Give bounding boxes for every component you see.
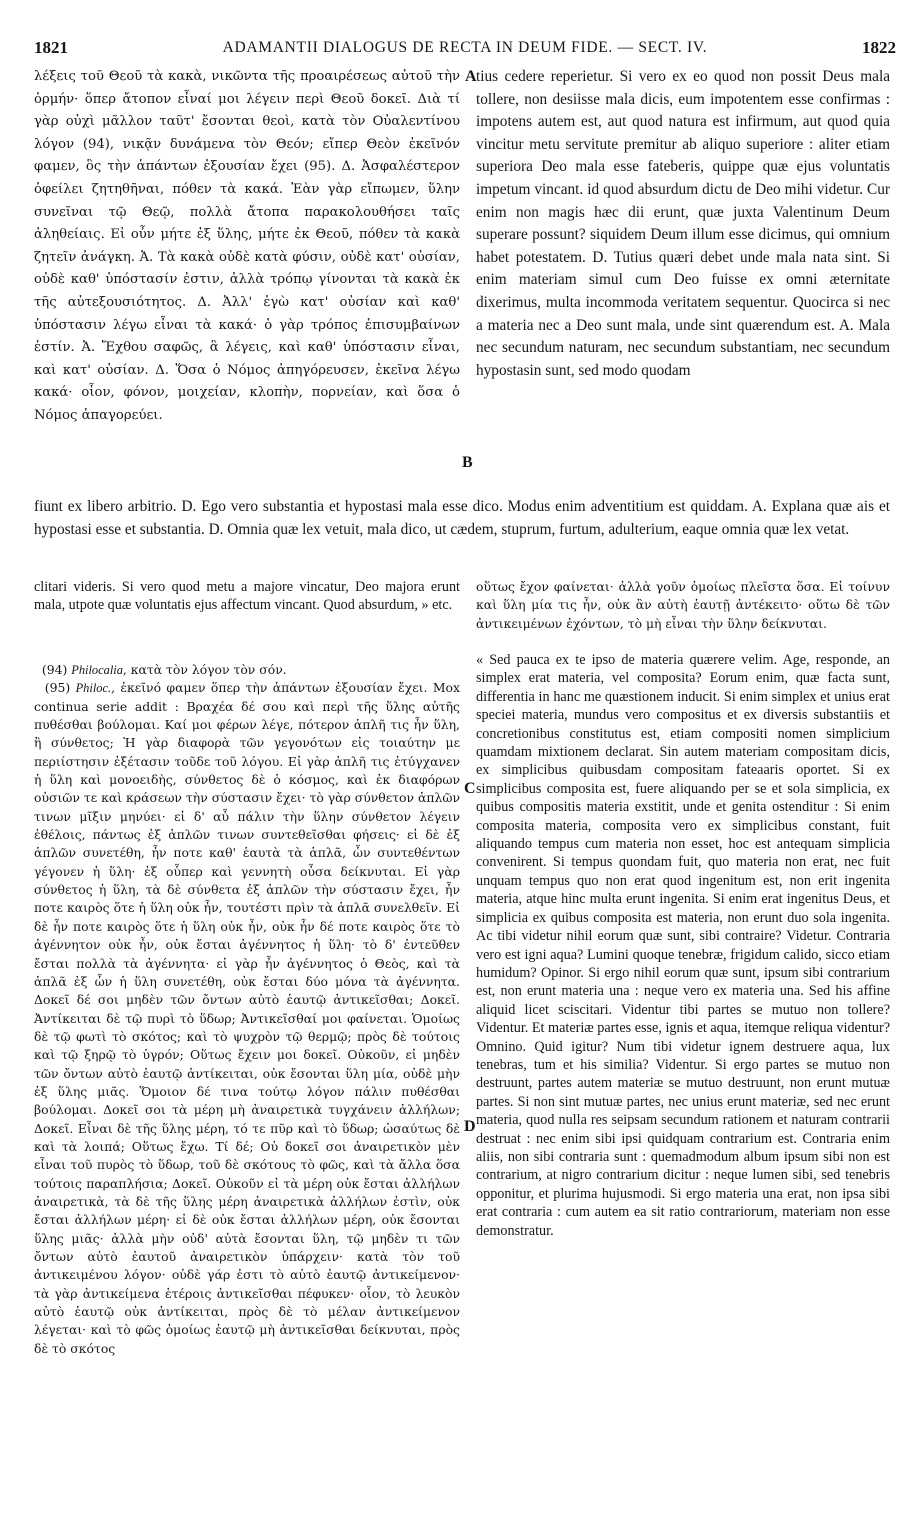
running-head-title: ADAMANTII DIALOGUS DE RECTA IN DEUM FIDE. — SECT. IV. <box>222 39 708 56</box>
page-number-left: 1821 <box>34 38 68 57</box>
notes-greek-left <box>34 661 460 1358</box>
margin-letter-d: D <box>464 1118 476 1135</box>
footnote-94-text: , κατὰ τὸν λόγον τὸν σόν. <box>122 662 287 677</box>
footnote-95-number: (95) <box>44 680 71 696</box>
footnote-95 <box>34 679 460 1358</box>
notes-latin-right: « Sed pauca ex te ipso de materia quærere velim. Age, responde, an simplex erat materia, vel composita? Eorum enim, quæ facta sunt, differentia in hanc me quæstionem inducit. Si enim simplex et unius erat speciei materia, mundus vero compositus et ex diversis substantiis et concretionibus constitutus est, etiam compositi nomen simplicium quamdam mixtionem declarat. Sin autem materiam compositam dicis, ex simplicibus quibusdam compositam fateaaris oportet. Si ex simplicibus composita est, fuere aliquando per se et sola simplicia, ex quibus compositis materia exstitit, unde et genita ostenditur : Si enim composita materia, composita vero ex simplicibus constant, fuit aliquando tempus cum materia non esset, hoc est antequam simplicia convenirent. Si tempus quondam fuit, quo materia non erat, nec fuit unquam tempus quo non erat quod ingenitum est, non erit ingenita materia, atque hinc multa erunt ingenita. Si enim erat ingenitus Deus, et simplicia ex quibus composita est materia, non erunt duo sola ingenita. Ac tibi videtur nihil eorum quæ sunt, sibi contraire? Videtur. Contraria vero est igni aqua? Lumini quoque tenebræ, frigidum calido, sicco etiam humidum? Opinor. Si ergo nihil eorum quæ sunt, ipsum sibi contrarium est, non erunt materia una : neque vero ex materia una. Sed his affine aliquid licet sciscitari. Videntur tibi partes se mutuo non tollere? Videntur. Et materiæ partes esse, ignis et aqua, itemque reliqua videntur? Omnino. Quid igitur? Num tibi videtur ignem destruere aqua, lux tenebras, tum et his similia? Videntur. Si ergo partes se mutuo non destruunt, partes autem materiæ se mutuo destruunt, non erunt mutuæ partes. Si non sint mutuæ partes, nec unius erunt materiæ, sed nec erunt materia, quod nulla res seipsam secundum rationem et naturam contrarii destruat : nec enim sibi ipsi quidquam contrarium est. Contraria enim aliis, non sibi contraria sunt : quemadmodum album ipsum sibi non est contrarium, at nigro contrarium dicitur : neque lumen sibi, sed tenebris opponitur, et plurima hujusmodi. Si ergo materia una erat, non ipsa sibi erat contraria : cum autem ea sit ratio contrariorum, materiam non esse demonstratur. <box>476 652 891 1239</box>
margin-letter-b: B <box>462 454 473 471</box>
margin-letter-c: C <box>464 780 476 797</box>
notes-greek-right: οὕτως ἔχον φαίνεται· ἀλλὰ γοῦν ὁμοίως πλεῖστα ὅσα. Εἰ τοίνυν καὶ ὕλη μία τις ἦν, οὐκ ἂν αὐτὴ ἑαυτῇ ἀντέκειτο· οὕτω δὲ τῶν ἀντικειμένων ἐχόντων, τὸ μὴ εἶναι τὴν ὕλην δείκνυται. <box>476 579 890 631</box>
notes-latin-left: clitari videris. Si vero quod metu a majore vincatur, Deo majora erunt mala, utpote quæ voluntatis ejus affectum vincant. Quod absurdum, » etc. <box>34 579 460 614</box>
greek-text-column-top: λέξεις τοῦ Θεοῦ τὰ κακὰ, νικῶντα τῆς προαιρέσεως αὐτοῦ τὴν ὁρμήν· ὅπερ ἄτοπον εἶναί μοι λέγειν περὶ Θεοῦ δοκεῖ. Διὰ τί γὰρ οὐχὶ μᾶλλον ταῦτ' ἔσονται θεοὶ, κατὰ τὸν Οὐαλεντίνου λόγον (94), νικᾷν δυνάμενα τὸν Θεόν; εἴπερ Θεὸν ἐκεῖνόν φαμεν, ὃς τὴν ἁπάντων ἐξουσίαν ἔχει (95). Δ. Ἀσφαλέστερον ὀφείλει ζητηθῆναι, πόθεν τὰ κακά. Ἐὰν γὰρ εἴπωμεν, ὕλην συνεῖναι τῷ Θεῷ, πολλὰ ἄτοπα παρακολουθήσει ταῖς ἀληθείαις. Εἰ οὖν μήτε ἐξ ὕλης, μήτε ἐκ Θεοῦ, πόθεν τὰ κακὰ ζητεῖν ἀνάγκη. Ἀ. Τὰ κακὰ οὐδὲ κατὰ φύσιν, οὐδὲ κατ' οὐσίαν, οὐδὲ καθ' ὑπόστασίν ἐστιν, ἀλλὰ τρόπῳ γίνονται τὰ κακὰ ἐκ τῆς αὐτεξουσιότητος. Δ. Ἀλλ' ἐγὼ κατ' οὐσίαν καὶ καθ' ὑπόστασιν λέγω εἶναι τὰ κακά· ὁ γὰρ τρόπος ἐπισυμβαίνων ἐστίν. Ἀ. Ἔχθου σαφῶς, ἃ λέγεις, καὶ καθ' ὑπόστασιν εἶναι, καὶ κατ' οὐσίαν. Δ. Ὅσα ὁ Νόμος ἀπηγόρευσεν, ἐκεῖνα λέγω κακά· οἷον, φόνον, μοιχείαν, κλοπὴν, πορνείαν, καὶ ὅσα ὁ Νόμος ἀπαγορεύει. <box>34 69 460 423</box>
latin-text-fullwidth: fiunt ex libero arbitrio. D. Ego vero substantia et hypostasi mala esse dico. Modus enim adventitium est quiddam. A. Explana quæ ais et hypostasi esse et substantia. D. Omnia quæ lex vetuit, mala dico, ut cædem, stuprum, furtum, adulterium, eaque omnia quæ lex vetat. <box>34 498 890 538</box>
footnote-95-source: Philoc. <box>75 681 112 696</box>
running-header <box>34 38 896 62</box>
footnote-94-number: (94) <box>41 662 68 677</box>
page-number-right: 1822 <box>862 38 896 57</box>
margin-letter-a: A <box>465 68 477 85</box>
footnote-94-source: Philocalia <box>71 663 123 677</box>
latin-text-column-top: tius cedere reperietur. Si vero ex eo quod non possit Deus mala tollere, non desiisse mala dicis, eum impotentem esse confirmas : impotens autem est, aut quod natura est infirmum, aut quod quia vincitur metu servitute premitur ab aliquo superiore : aliter etiam superiora Deo mala esse fateberis, quippe quæ ejus voluntatis impetum vincant. id quod absurdum dictu de Deo mihi videtur. Cur enim non magis hæc dii erunt, quæ juxta Valentinum Deum superare possunt? siquidem Deum illum esse dicimus, qui omnium habet potestatem. D. Tutius quæri debet unde mala nata sint. Si enim materiam simul cum Deo fuisse ex omni æternitate dixerimus, multa incommoda veritatem sequentur. Quocirca si nec a materia nec a Deo sunt mala, unde sint quærendum est. A. Mala nec secundum naturam, nec secundum substantiam, nec secundum hypostasin sunt, sed modo quodam <box>476 68 890 379</box>
footnote-94 <box>34 661 460 679</box>
footnote-95-text: , ἐκεῖνό φαμεν ὅπερ τὴν ἁπάντων ἐξουσίαν ἔχει. Mox continua serie addit : Βραχέα δέ σου καὶ περὶ τῆς ὕλης αὐτῆς πυθέσθαι βούλομαι. Καί μοι φέρων λέγε, πότερον ἁπλῆ τις ἦν ὕλη, ἢ σύνθετος; Ἡ γὰρ διαφορὰ τῶν γεγονότων εἰς τοιαύτην με περιίστησιν ἐξέτασιν τοῦδε τοῦ λόγου. Εἰ γὰρ ἁπλῆ τις ἐτύγχανεν ἡ ὕλη καὶ μονοειδὴς, σύνθετος δὲ ὁ κόσμος, καὶ ἐκ διαφόρων οὐσιῶν τε καὶ κράσεων τὴν σύστασιν ἔχει· τὸ γὰρ σύνθετον ἁπλῶν τινων μῖξιν μηνύει· εἰ δ' αὖ πάλιν τὴν ὕλην σύνθετον λέγειν ἐθέλοις, πάντως ἐξ ἁπλῶν τινων συντεθεῖσθαι φήσεις· εἰ δὲ ἐξ ἁπλῶν συνετέθη, ἦν ποτε καθ' ἑαυτὰ τὰ ἁπλᾶ, ὧν συντεθέντων γέγονεν ἡ ὕλη· ἐξ οὗπερ καὶ γεννητὴ οὖσα δείκνυται. Εἰ γὰρ σύνθετος ἡ ὕλη, τὰ δὲ σύνθετα ἐξ ἁπλῶν τὴν σύστασιν ἔχει, ἦν ποτε καιρὸς ὅτε ἡ ὕλη οὐκ ἦν, τουτέστι πρὶν τὰ ἁπλᾶ συνελθεῖν. Εἰ δὲ ἦν ποτε καιρὸς ὅτε ἡ ὕλη οὐκ ἦν, οὐκ ἦν δέ ποτε καιρὸς ὅτε τὸ ἀγέννητον οὐκ ἦν, οὐκ ἔσται ἀγέννητος ἡ ὕλη· τὸ δ' ἐντεῦθεν ἔσται πολλὰ τὰ ἀγέννητα· εἰ γὰρ ἦν ἀγέννητος ὁ Θεὸς, καὶ τὰ ἁπλᾶ ἐξ ὧν ἡ ὕλη συνετέθη, οὐκ ἔσται δύο μόνα τὰ ἀγέννητα. Δοκεῖ δέ σοι μηδὲν τῶν ὄντων αὐτὸ ἑαυτῷ ἀντικεῖσθαι; Δοκεῖ. Ἀντίκειται δὲ τῷ πυρὶ τὸ ὕδωρ; Ἀντικεῖσθαί μοι φαίνεται. Ὁμοίως δὲ τῷ φωτὶ τὸ σκότος; καὶ τὸ ψυχρὸν τῷ θερμῷ; πρὸς δὲ τούτοις καὶ τῷ ξηρῷ τὸ ὑγρόν; Οὕτως ἔχειν μοι δοκεῖ. Οὐκοῦν, εἰ μηδὲν τῶν ὄντων αὐτὸ ἑαυτῷ ἀντίκειται, οὐκ ἔσονται ὕλη μία, οὐδὲ μὴν ἐξ ὕλης μιᾶς. Ὅμοιον δέ τινα τούτῳ λόγον πάλιν πυθέσθαι βούλομαι. Δοκεῖ σοι τὰ μέρη μὴ ἀναιρετικὰ τυγχάνειν ἀλλήλων; Δοκεῖ. Εἶναι δὲ τῆς ὕλης μέρη, τό τε πῦρ καὶ τὸ ὕδωρ; ὡσαύτως δὲ καὶ τὰ λοιπά; Οὕτως ἔχω. Τί δέ; Οὐ δοκεῖ σοι ἀναιρετικὸν μὲν εἶναι τοῦ πυρὸς τὸ ὕδωρ, τοῦ δὲ σκότους τὸ φῶς, καὶ τὰ ἄλλα ὅσα τούτοις παραπλήσια; Δοκεῖ. Οὐκοῦν εἰ τὰ μέρη οὐκ ἔσται ἀλλήλων ἀναιρετικὰ, τὰ δὲ τῆς ὕλης μέρη ἀναιρετικὰ ἀλλήλων ἐστὶν, οὐκ ἔσται ἀλλήλων μέρη· εἰ δὲ οὐκ ἔσται ἀλλήλων μέρη, οὐκ ἔσονται ὕλης μιᾶς· ἀλλὰ μὴν οὐδ' αὐτὰ ἔσονται ὕλη, τῷ μηδὲν τι τῶν ὄντων αὐτὸ ἑαυτοῦ ἀναιρετικὸν ὑπάρχειν· κατὰ τὸν τοῦ ἀντικειμένου λόγον· οὐδὲ γάρ ἐστι τὸ αὐτὸ ἑαυτῷ ἀντικείμενον· τὰ γὰρ ἀντικείμενα ἑτέροις ἀντικεῖσθαι πέφυκεν· οἷον, τὸ λευκὸν αὐτὸ ἑαυτῷ οὐκ ἀντίκειται, πρὸς δὲ τὸ μέλαν ἀντικείμενον λέγεται· καὶ τὸ φῶς ὁμοίως ἑαυτῷ μὴ ἀντικεῖσθαι δείκνυται, πρὸς δὲ τὸ σκότος <box>34 680 460 1356</box>
